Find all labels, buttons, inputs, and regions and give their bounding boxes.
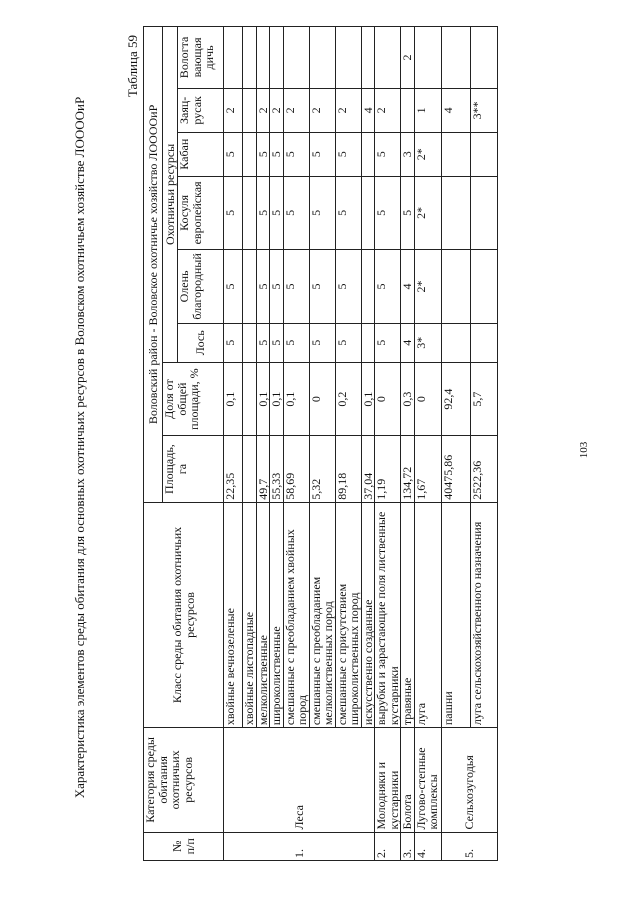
header-area: Площадь, га bbox=[163, 436, 224, 502]
row-share: 0 bbox=[414, 362, 441, 436]
row-value bbox=[470, 132, 497, 176]
row-area: 134,72 bbox=[401, 436, 415, 502]
row-value: 2 bbox=[256, 88, 270, 132]
row-value bbox=[361, 27, 375, 89]
row-value bbox=[361, 176, 375, 250]
row-value: 5 bbox=[224, 132, 243, 176]
row-value bbox=[243, 88, 257, 132]
row-share: 0,1 bbox=[224, 362, 243, 436]
row-value: 2 bbox=[335, 88, 361, 132]
header-category: Категория среды обитания охотничьих ресурсов bbox=[144, 728, 224, 832]
row-class: широколиственные bbox=[270, 502, 284, 727]
table-row bbox=[441, 27, 470, 861]
header-group: Воловский район - Воловское охотничье хозяйство ЛООООиР bbox=[144, 27, 163, 503]
row-class: вырубки и зарастающие поля лиственные кустарники bbox=[375, 502, 401, 727]
row-area bbox=[243, 436, 257, 502]
row-value bbox=[243, 323, 257, 362]
row-value: 5 bbox=[256, 250, 270, 324]
row-class: искусственно созданные bbox=[361, 502, 375, 727]
row-value: 3* bbox=[414, 323, 441, 362]
row-value: 4 bbox=[401, 250, 415, 324]
row-value: 4 bbox=[401, 323, 415, 362]
row-number: 1. bbox=[224, 832, 375, 860]
row-value: 2 bbox=[270, 88, 284, 132]
table-label: Таблица 59 bbox=[125, 35, 140, 98]
row-value: 3** bbox=[470, 88, 497, 132]
row-value bbox=[441, 27, 470, 89]
row-share bbox=[243, 362, 257, 436]
row-value: 2 bbox=[283, 88, 309, 132]
row-share: 0,1 bbox=[270, 362, 284, 436]
row-area: 22,35 bbox=[224, 436, 243, 502]
row-area: 89,18 bbox=[335, 436, 361, 502]
row-value: 5 bbox=[335, 250, 361, 324]
table-row bbox=[414, 27, 441, 861]
row-area: 37,04 bbox=[361, 436, 375, 502]
row-category: Молодняки и кустарники bbox=[375, 728, 401, 832]
row-class: травяные bbox=[401, 502, 415, 727]
row-value bbox=[309, 27, 335, 89]
row-value: 2 bbox=[401, 27, 415, 89]
row-value: 1 bbox=[414, 88, 441, 132]
row-share: 0,3 bbox=[401, 362, 415, 436]
row-share: 0 bbox=[309, 362, 335, 436]
row-value bbox=[270, 27, 284, 89]
table-row bbox=[375, 27, 401, 861]
row-value: 2 bbox=[309, 88, 335, 132]
row-value: 5 bbox=[375, 323, 401, 362]
header-red-deer: Олень благородный bbox=[178, 250, 224, 324]
row-value bbox=[361, 250, 375, 324]
row-value bbox=[375, 27, 401, 89]
row-class: луга bbox=[414, 502, 441, 727]
row-value bbox=[401, 88, 415, 132]
row-number: 2. bbox=[375, 832, 401, 860]
row-value: 4 bbox=[361, 88, 375, 132]
row-share: 0,1 bbox=[361, 362, 375, 436]
row-value: 5 bbox=[375, 176, 401, 250]
row-value: 5 bbox=[335, 132, 361, 176]
row-value: 5 bbox=[335, 323, 361, 362]
row-value bbox=[441, 132, 470, 176]
row-class: луга сельскохозяйственного назначения bbox=[470, 502, 497, 727]
header-num: № п/п bbox=[144, 832, 224, 860]
row-value: 2 bbox=[375, 88, 401, 132]
row-number: 3. bbox=[401, 832, 415, 860]
row-value bbox=[470, 323, 497, 362]
row-area: 58,69 bbox=[283, 436, 309, 502]
row-value: 2 bbox=[224, 88, 243, 132]
row-value: 5 bbox=[283, 132, 309, 176]
row-share: 5,7 bbox=[470, 362, 497, 436]
header-boar: Кабан bbox=[178, 132, 224, 176]
row-value bbox=[283, 27, 309, 89]
row-value: 5 bbox=[270, 176, 284, 250]
row-value: 5 bbox=[283, 176, 309, 250]
row-area: 5,32 bbox=[309, 436, 335, 502]
row-value: 5 bbox=[224, 176, 243, 250]
row-class: мелколиственные bbox=[256, 502, 270, 727]
row-value bbox=[441, 176, 470, 250]
row-value: 5 bbox=[270, 323, 284, 362]
table-row bbox=[401, 27, 415, 861]
row-value: 5 bbox=[256, 323, 270, 362]
row-value bbox=[256, 27, 270, 89]
row-value bbox=[441, 323, 470, 362]
row-area: 2522,36 bbox=[470, 436, 497, 502]
row-value: 2* bbox=[414, 250, 441, 324]
row-area: 1,67 bbox=[414, 436, 441, 502]
row-value bbox=[335, 27, 361, 89]
row-value: 3 bbox=[401, 132, 415, 176]
row-value: 5 bbox=[335, 176, 361, 250]
row-area: 55,33 bbox=[270, 436, 284, 502]
row-value: 5 bbox=[256, 132, 270, 176]
header-waterfowl: Вологта вающая дичь bbox=[178, 27, 224, 89]
row-value: 5 bbox=[224, 323, 243, 362]
row-value: 5 bbox=[270, 132, 284, 176]
row-class: смешанные с преобладанием мелколиственных пород bbox=[309, 502, 335, 727]
row-value: 5 bbox=[309, 250, 335, 324]
row-class: смешанные с присутствием широколиственных пород bbox=[335, 502, 361, 727]
row-number: 5. bbox=[441, 832, 497, 860]
row-value: 5 bbox=[375, 132, 401, 176]
row-category: Леса bbox=[224, 728, 375, 832]
row-value: 4 bbox=[441, 88, 470, 132]
row-value: 5 bbox=[283, 250, 309, 324]
habitat-table bbox=[143, 26, 498, 861]
row-value bbox=[243, 132, 257, 176]
row-class: смешанные с преобладанием хвойных пород bbox=[283, 502, 309, 727]
row-value bbox=[470, 176, 497, 250]
row-class: хвойные вечнозеленые bbox=[224, 502, 243, 727]
row-value bbox=[441, 250, 470, 324]
row-value: 5 bbox=[270, 250, 284, 324]
row-value bbox=[243, 250, 257, 324]
row-area: 1,19 bbox=[375, 436, 401, 502]
header-moose: Лось bbox=[178, 323, 224, 362]
header-hare: Заяц-русак bbox=[178, 88, 224, 132]
row-share: 92,4 bbox=[441, 362, 470, 436]
header-roe-deer: Косуля европейская bbox=[178, 176, 224, 250]
row-value: 5 bbox=[224, 250, 243, 324]
table-body bbox=[224, 27, 498, 861]
row-value bbox=[470, 27, 497, 89]
row-value bbox=[224, 27, 243, 89]
row-value: 5 bbox=[256, 176, 270, 250]
row-value bbox=[470, 250, 497, 324]
row-area: 40475,86 bbox=[441, 436, 470, 502]
document-title: Характеристика элементов среды обитания для основных охотничьих ресурсов в Воловском охотничьем хозяйстве ЛООООиР bbox=[72, 96, 87, 799]
row-category: Сельхозугодья bbox=[441, 728, 497, 832]
row-share: 0,1 bbox=[256, 362, 270, 436]
row-share: 0,1 bbox=[283, 362, 309, 436]
row-share: 0,2 bbox=[335, 362, 361, 436]
row-value: 5 bbox=[375, 250, 401, 324]
row-value: 5 bbox=[309, 323, 335, 362]
row-value: 5 bbox=[309, 176, 335, 250]
page-number: 103 bbox=[578, 441, 590, 459]
row-share: 0 bbox=[375, 362, 401, 436]
header-resources: Охотничьи ресурсы bbox=[163, 27, 178, 363]
table-row bbox=[224, 27, 243, 861]
row-value bbox=[361, 323, 375, 362]
row-value bbox=[414, 27, 441, 89]
row-value bbox=[243, 176, 257, 250]
row-category: Лугово-степные комплексы bbox=[414, 728, 441, 832]
header-class: Класс среды обитания охотничьих ресурсов bbox=[144, 502, 224, 727]
row-value: 5 bbox=[283, 323, 309, 362]
row-category: Болота bbox=[401, 728, 415, 832]
row-value: 5 bbox=[309, 132, 335, 176]
row-area: 49,7 bbox=[256, 436, 270, 502]
row-value: 2* bbox=[414, 176, 441, 250]
row-value: 5 bbox=[401, 176, 415, 250]
row-number: 4. bbox=[414, 832, 441, 860]
row-value: 2* bbox=[414, 132, 441, 176]
row-class: хвойные листопадные bbox=[243, 502, 257, 727]
row-class: пашни bbox=[441, 502, 470, 727]
header-share: Доля от общей площади, % bbox=[163, 362, 224, 436]
row-value bbox=[243, 27, 257, 89]
row-value bbox=[361, 132, 375, 176]
